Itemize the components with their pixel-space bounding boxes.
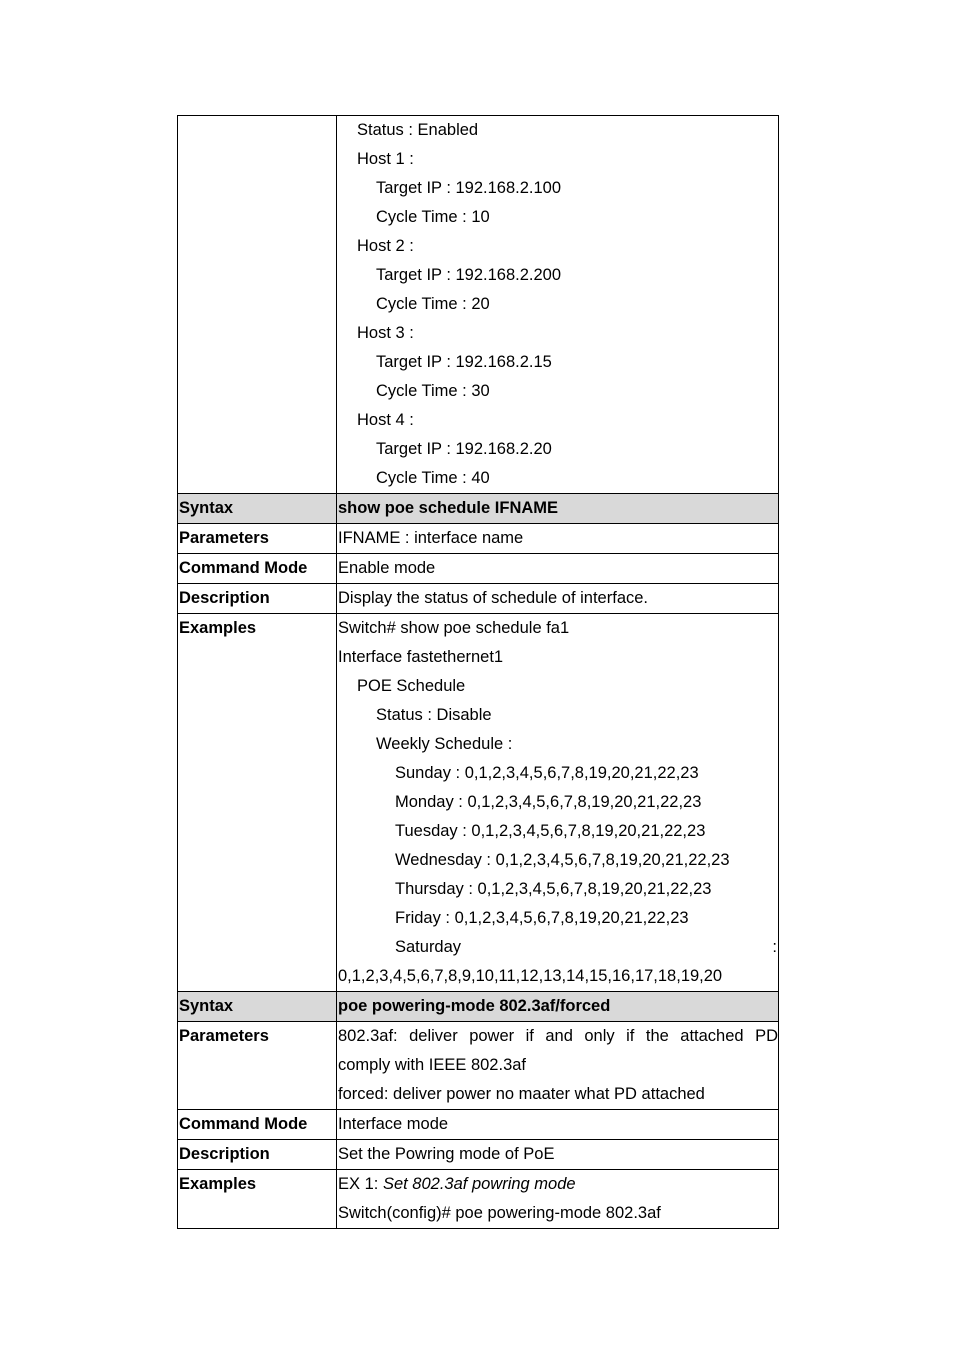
description-row bbox=[178, 1140, 779, 1170]
description-value: Set the Powring mode of PoE bbox=[337, 1140, 779, 1170]
syntax-label: Syntax bbox=[178, 494, 337, 524]
example-line: Monday : 0,1,2,3,4,5,6,7,8,19,20,21,22,23 bbox=[395, 793, 702, 811]
example-prefix: EX 1: bbox=[338, 1175, 383, 1193]
saturday-colon: : bbox=[772, 938, 777, 956]
example-heading bbox=[338, 1170, 778, 1199]
example-line: Host 3 : bbox=[357, 324, 414, 342]
example-line: Sunday : 0,1,2,3,4,5,6,7,8,19,20,21,22,23 bbox=[395, 764, 699, 782]
example-line: Interface fastethernet1 bbox=[338, 648, 504, 666]
example-line: Wednesday : 0,1,2,3,4,5,6,7,8,19,20,21,22,23 bbox=[395, 851, 730, 869]
example-continuation-row bbox=[178, 116, 779, 494]
empty-label-cell bbox=[178, 116, 337, 494]
example-line: Switch(config)# poe powering-mode 802.3af bbox=[338, 1204, 661, 1222]
example-line: 0,1,2,3,4,5,6,7,8,9,10,11,12,13,14,15,16,17,18,19,20 bbox=[338, 967, 723, 985]
example-line: Target IP : 192.168.2.100 bbox=[376, 179, 562, 197]
command-mode-label: Command Mode bbox=[178, 554, 337, 584]
examples-value bbox=[337, 614, 779, 992]
description-label: Description bbox=[178, 584, 337, 614]
example-line: Thursday : 0,1,2,3,4,5,6,7,8,19,20,21,22,23 bbox=[395, 880, 712, 898]
description-row bbox=[178, 584, 779, 614]
parameters-value: IFNAME : interface name bbox=[337, 524, 779, 554]
example-line: Host 2 : bbox=[357, 237, 414, 255]
example-line: Weekly Schedule : bbox=[376, 735, 513, 753]
example-line: Cycle Time : 10 bbox=[376, 208, 490, 226]
syntax-row bbox=[178, 494, 779, 524]
example-line: Status : Disable bbox=[376, 706, 492, 724]
parameters-label: Parameters bbox=[178, 1022, 337, 1110]
description-label: Description bbox=[178, 1140, 337, 1170]
example-line: Tuesday : 0,1,2,3,4,5,6,7,8,19,20,21,22,23 bbox=[395, 822, 706, 840]
parameter-line: 802.3af: deliver power if and only if the attached PD bbox=[338, 1027, 778, 1045]
parameters-row bbox=[178, 1022, 779, 1110]
example-line: Friday : 0,1,2,3,4,5,6,7,8,19,20,21,22,23 bbox=[395, 909, 689, 927]
command-mode-value: Enable mode bbox=[337, 554, 779, 584]
example-line: POE Schedule bbox=[357, 677, 466, 695]
example-line: Switch# show poe schedule fa1 bbox=[338, 619, 570, 637]
examples-label: Examples bbox=[178, 1170, 337, 1229]
example-line-saturday bbox=[338, 933, 778, 962]
example-line: Target IP : 192.168.2.200 bbox=[376, 266, 562, 284]
examples-label: Examples bbox=[178, 614, 337, 992]
description-value: Display the status of schedule of interface. bbox=[337, 584, 779, 614]
example-line: Status : Enabled bbox=[357, 121, 479, 139]
example-line: Host 1 : bbox=[357, 150, 414, 168]
example-line: Cycle Time : 40 bbox=[376, 469, 490, 487]
example-line: Host 4 : bbox=[357, 411, 414, 429]
syntax-label: Syntax bbox=[178, 992, 337, 1022]
syntax-row bbox=[178, 992, 779, 1022]
saturday-label: Saturday bbox=[395, 938, 462, 956]
parameters-row bbox=[178, 524, 779, 554]
parameter-line: comply with IEEE 802.3af bbox=[338, 1056, 527, 1074]
command-mode-row bbox=[178, 1110, 779, 1140]
parameter-line: forced: deliver power no maater what PD attached bbox=[338, 1085, 705, 1103]
command-mode-row bbox=[178, 554, 779, 584]
example-continuation-cell bbox=[337, 116, 779, 494]
syntax-value: poe powering-mode 802.3af/forced bbox=[337, 992, 779, 1022]
example-line: Cycle Time : 30 bbox=[376, 382, 490, 400]
examples-row bbox=[178, 614, 779, 992]
examples-value bbox=[337, 1170, 779, 1229]
parameters-value bbox=[337, 1022, 779, 1110]
example-title: Set 802.3af powring mode bbox=[382, 1175, 576, 1193]
example-line: Target IP : 192.168.2.20 bbox=[376, 440, 552, 458]
examples-row bbox=[178, 1170, 779, 1229]
example-line: Target IP : 192.168.2.15 bbox=[376, 353, 552, 371]
command-mode-value: Interface mode bbox=[337, 1110, 779, 1140]
command-mode-label: Command Mode bbox=[178, 1110, 337, 1140]
syntax-value: show poe schedule IFNAME bbox=[337, 494, 779, 524]
example-line: Cycle Time : 20 bbox=[376, 295, 490, 313]
parameters-label: Parameters bbox=[178, 524, 337, 554]
command-reference-table bbox=[177, 115, 779, 1229]
